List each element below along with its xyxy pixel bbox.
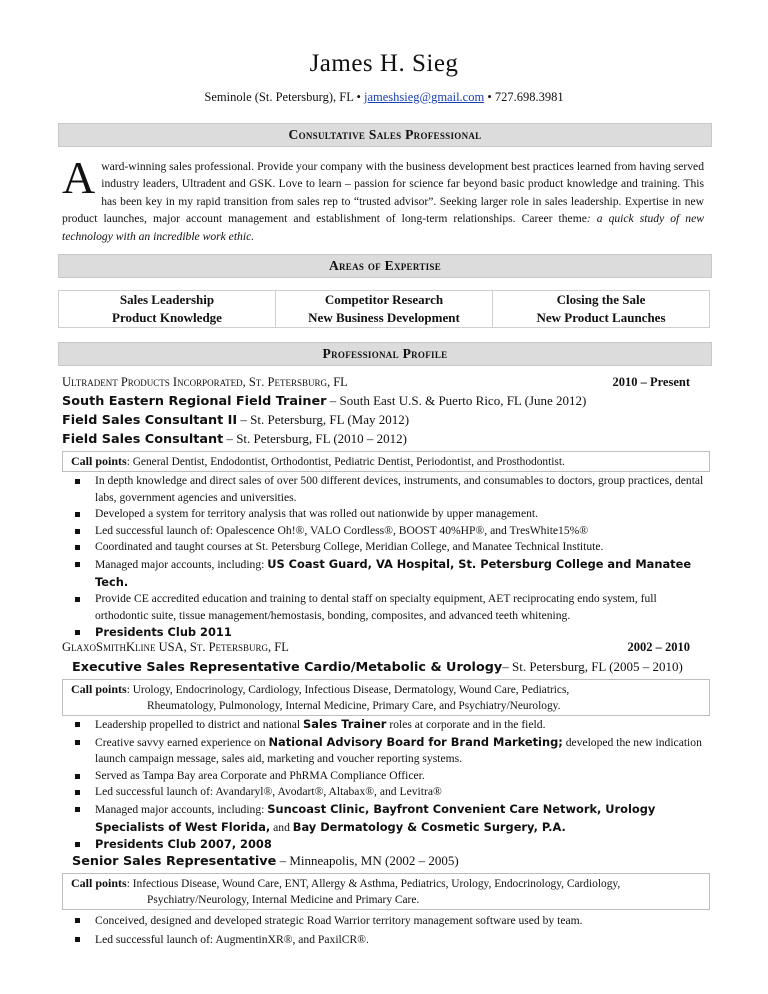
company-name: GlaxoSmithKline USA <box>62 640 184 654</box>
call-points-box <box>62 679 710 716</box>
expertise-item: Sales Leadership <box>119 292 215 307</box>
company-name: Ultradent Products Incorporated <box>62 375 243 389</box>
candidate-name: James H. Sieg <box>309 50 459 77</box>
call-points-text: Rheumatology, Pulmonology, Internal Medicine, Primary Care, and Psychiatry/Neurology. <box>147 700 561 712</box>
list-item: Developed a system for territory analysis that was rolled out nationwide by upper management. <box>62 506 710 523</box>
email-link[interactable]: jameshsieg@gmail.com <box>364 90 485 104</box>
bullet-square-icon <box>75 630 80 635</box>
list-item: Conceived, designed and developed strategic Road Warrior territory management software used by team. <box>62 911 710 930</box>
expertise-item: New Business Development <box>308 310 460 325</box>
call-points-label: Call points <box>71 682 127 696</box>
company-location: , St. Petersburg, FL <box>242 375 348 389</box>
list-item: In depth knowledge and direct sales of over 500 different devices, instruments, and consumables to doctors, group practices, dental labs, government agencies and universities. <box>62 473 710 506</box>
expertise-item: Closing the Sale <box>556 292 646 307</box>
bullet-square-icon <box>75 740 80 745</box>
call-points-label: Call points <box>71 876 127 890</box>
separator-dot: • <box>356 90 365 104</box>
gsk-senior-bullets <box>62 911 710 949</box>
bullet-square-icon <box>75 790 80 795</box>
role-detail: – South East U.S. & Puerto Rico, FL (June 2012) <box>326 393 587 408</box>
expertise-item: New Product Launches <box>536 310 666 325</box>
expertise-heading: Areas of Expertise <box>58 254 712 278</box>
gsk-bullets <box>62 716 710 854</box>
phone: 727.698.3981 <box>494 90 564 104</box>
bullet-square-icon <box>75 512 80 517</box>
career-theme: : a quick study of new technology with an incredible work ethic. <box>62 212 704 243</box>
expertise-column <box>493 291 710 328</box>
employment-years: 2010 – Present <box>612 375 690 389</box>
call-points-box <box>62 451 710 472</box>
drop-cap: A <box>62 152 96 203</box>
list-item: Presidents Club 2007, 2008 <box>62 836 710 854</box>
list-item: Presidents Club 2011 <box>62 624 710 642</box>
company-location: , St. Petersburg, FL <box>183 640 289 654</box>
list-item: Led successful launch of: Avandaryl®, Avodart®, Altabax®, and Levitra® <box>62 784 710 801</box>
job-title <box>62 393 586 409</box>
role-title: Executive Sales Representative Cardio/Metabolic & Urology <box>72 660 503 675</box>
job-title <box>72 853 459 869</box>
role-detail: – Minneapolis, MN (2002 – 2005) <box>276 853 459 868</box>
role-detail: – St. Petersburg, FL (May 2012) <box>237 412 410 427</box>
role-title: Senior Sales Representative <box>72 854 277 869</box>
call-points-text: : General Dentist, Endodontist, Orthodontist, Pediatric Dentist, Periodontist, and Prosthodontist. <box>126 456 565 468</box>
bullet-square-icon <box>75 479 80 484</box>
bullet-square-icon <box>75 562 80 567</box>
bullet-square-icon <box>75 807 80 812</box>
expertise-column <box>59 291 276 328</box>
bullet-square-icon <box>75 597 80 602</box>
list-item: Managed major accounts, including: Suncoast Clinic, Bayfront Convenient Care Network, Urology Specialists of West Florida, and Bay Dermatology & Cosmetic Surgery, P.A. <box>62 801 710 836</box>
bullet-square-icon <box>75 842 80 847</box>
job-title <box>62 431 407 447</box>
bullet-square-icon <box>75 545 80 550</box>
list-item: Managed major accounts, including: US Coast Guard, VA Hospital, St. Petersburg College and Manatee Tech. <box>62 556 710 591</box>
company-ultradent <box>62 375 348 390</box>
role-detail: – St. Petersburg, FL (2005 – 2010) <box>502 659 683 674</box>
list-item: Leadership propelled to district and national Sales Trainer roles at corporate and in the field. <box>62 716 710 734</box>
list-item: Served as Tampa Bay area Corporate and PhRMA Compliance Officer. <box>62 768 710 785</box>
location: Seminole (St. Petersburg), FL <box>204 90 354 104</box>
list-item: Creative savvy earned experience on National Advisory Board for Brand Marketing; developed the new indication launch campaign message, sales aid, marketing and voucher reporting systems. <box>62 734 710 768</box>
role-title: Field Sales Consultant II <box>62 413 238 428</box>
profile-heading: Professional Profile <box>58 342 712 366</box>
list-item: Provide CE accredited education and training to dental staff on specialty equipment, AET reciprocating endo system, full orthodontic suite, tissue management/hemostasis, bonding, composites, and advanced teeth whitening. <box>62 591 710 624</box>
bullet-square-icon <box>75 529 80 534</box>
call-points-text: : Urology, Endocrinology, Cardiology, Infectious Disease, Dermatology, Wound Care, Pediatrics, <box>126 684 570 696</box>
bullet-square-icon <box>75 774 80 779</box>
expertise-item: Product Knowledge <box>112 310 222 325</box>
summary-heading: Consultative Sales Professional <box>58 123 712 147</box>
bullet-square-icon <box>75 937 80 942</box>
expertise-column <box>276 291 493 328</box>
call-points-text: Psychiatry/Neurology, Internal Medicine and Primary Care. <box>147 894 420 906</box>
bullet-square-icon <box>75 918 80 923</box>
contact-line <box>0 90 768 105</box>
list-item: Led successful launch of: Opalescence Oh!®, VALO Cordless®, BOOST 40%HP®, and TresWhite15%® <box>62 523 710 540</box>
expertise-table <box>58 290 710 328</box>
employment-years: 2002 – 2010 <box>627 640 690 654</box>
call-points-label: Call points <box>71 454 127 468</box>
summary-text: ward-winning sales professional. Provide your company with the business development best practices learned from having served industry leaders, Ultradent and GSK. Love to learn – passion for science far beyond basic product knowledge and training. This has been key in my rapid transition from sales rep to “trusted advisor”. Seeking larger role in sales leadership. Expertise in new product launches, major account management and establishment of long-term relationships. Career theme <box>62 160 704 226</box>
role-title: South Eastern Regional Field Trainer <box>62 394 327 409</box>
list-item: Coordinated and taught courses at St. Petersburg College, Meridian College, and Manatee Technical Institute. <box>62 539 710 556</box>
separator-dot: • <box>487 90 495 104</box>
role-title: Field Sales Consultant <box>62 432 224 447</box>
job-title <box>72 659 683 675</box>
summary-paragraph <box>62 152 704 245</box>
expertise-item: Competitor Research <box>324 292 444 307</box>
role-detail: – St. Petersburg, FL (2010 – 2012) <box>223 431 407 446</box>
call-points-box <box>62 873 710 910</box>
list-item: Led successful launch of: AugmentinXR®, and PaxilCR®. <box>62 930 710 949</box>
job-title <box>62 412 409 428</box>
ultradent-bullets <box>62 473 710 642</box>
call-points-text: : Infectious Disease, Wound Care, ENT, Allergy & Asthma, Pediatrics, Urology, Endocrinology, Cardiology, <box>126 878 621 890</box>
bullet-square-icon <box>75 722 80 727</box>
company-gsk <box>62 640 289 655</box>
